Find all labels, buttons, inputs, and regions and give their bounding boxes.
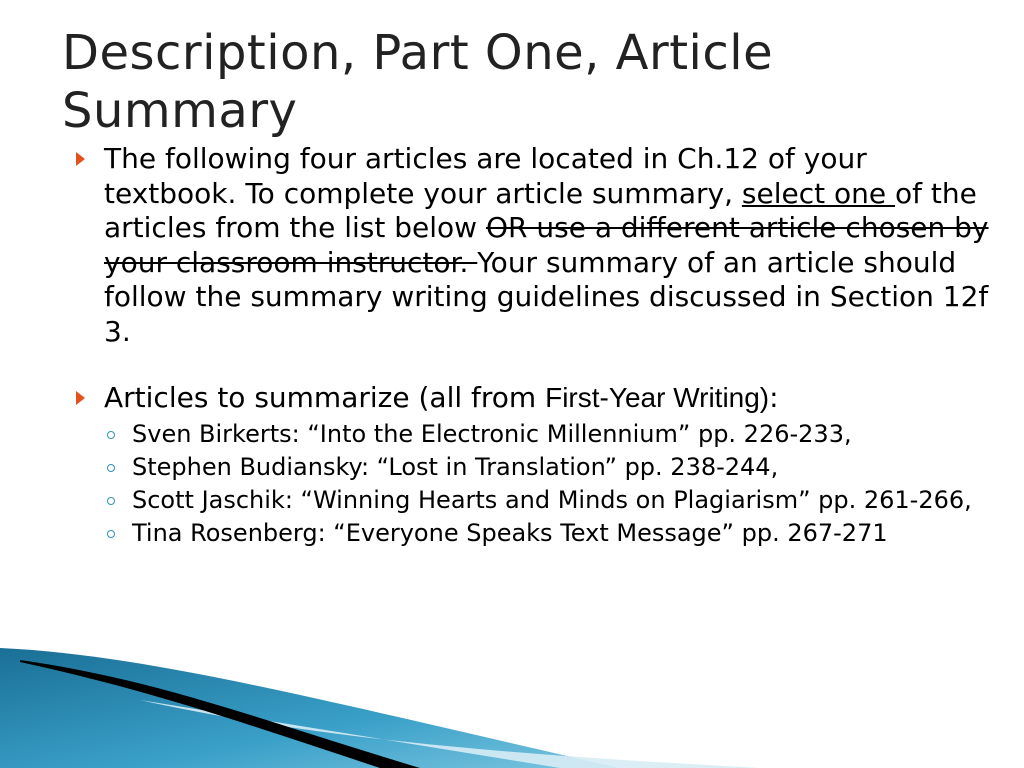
underlined-text: select one: [741, 176, 895, 210]
bullet-instructions: [72, 142, 992, 349]
article-text: Sven Birkerts: “Into the Electronic Millennium” pp. 226-233,: [132, 419, 852, 448]
arrow-bullet-icon: [76, 391, 85, 405]
article-text: Scott Jaschik: “Winning Hearts and Minds on Plagiarism” pp. 261-266,: [132, 485, 972, 514]
circle-bullet-icon: [107, 464, 115, 472]
blue-swoosh: [0, 648, 620, 768]
list-item: [72, 420, 992, 449]
list-item: [72, 486, 992, 515]
slide-body: [72, 142, 992, 552]
articles-lead-text: Articles to summarize (all from: [104, 381, 546, 414]
article-text: Tina Rosenberg: “Everyone Speaks Text Message” pp. 267-271: [132, 518, 888, 547]
list-item: [72, 519, 992, 548]
articles-tail-text: :: [769, 381, 779, 414]
instructions-text: The following four articles are located in Ch.12 of your textbook. To complete your article summary,: [104, 142, 867, 210]
strikethrough-text: OR use a different article chosen by your classroom instructor.: [104, 211, 989, 279]
article-text: Stephen Budiansky: “Lost in Translation” pp. 238-244,: [132, 452, 779, 481]
circle-bullet-icon: [107, 431, 115, 439]
instructions-text-2: of the articles from the list below: [104, 176, 977, 244]
circle-bullet-icon: [107, 497, 115, 505]
circle-bullet-icon: [107, 530, 115, 538]
instructions-text-3: Your summary of an article should follow the summary writing guidelines discussed in Section 12f 3.: [104, 245, 989, 348]
bullet-articles-heading: [72, 381, 992, 416]
article-list: [72, 420, 992, 548]
arrow-bullet-icon: [76, 152, 85, 166]
book-title: First-Year Writing): [545, 382, 770, 413]
list-item: [72, 453, 992, 482]
slide-title: Description, Part One, Article Summary: [62, 25, 774, 139]
